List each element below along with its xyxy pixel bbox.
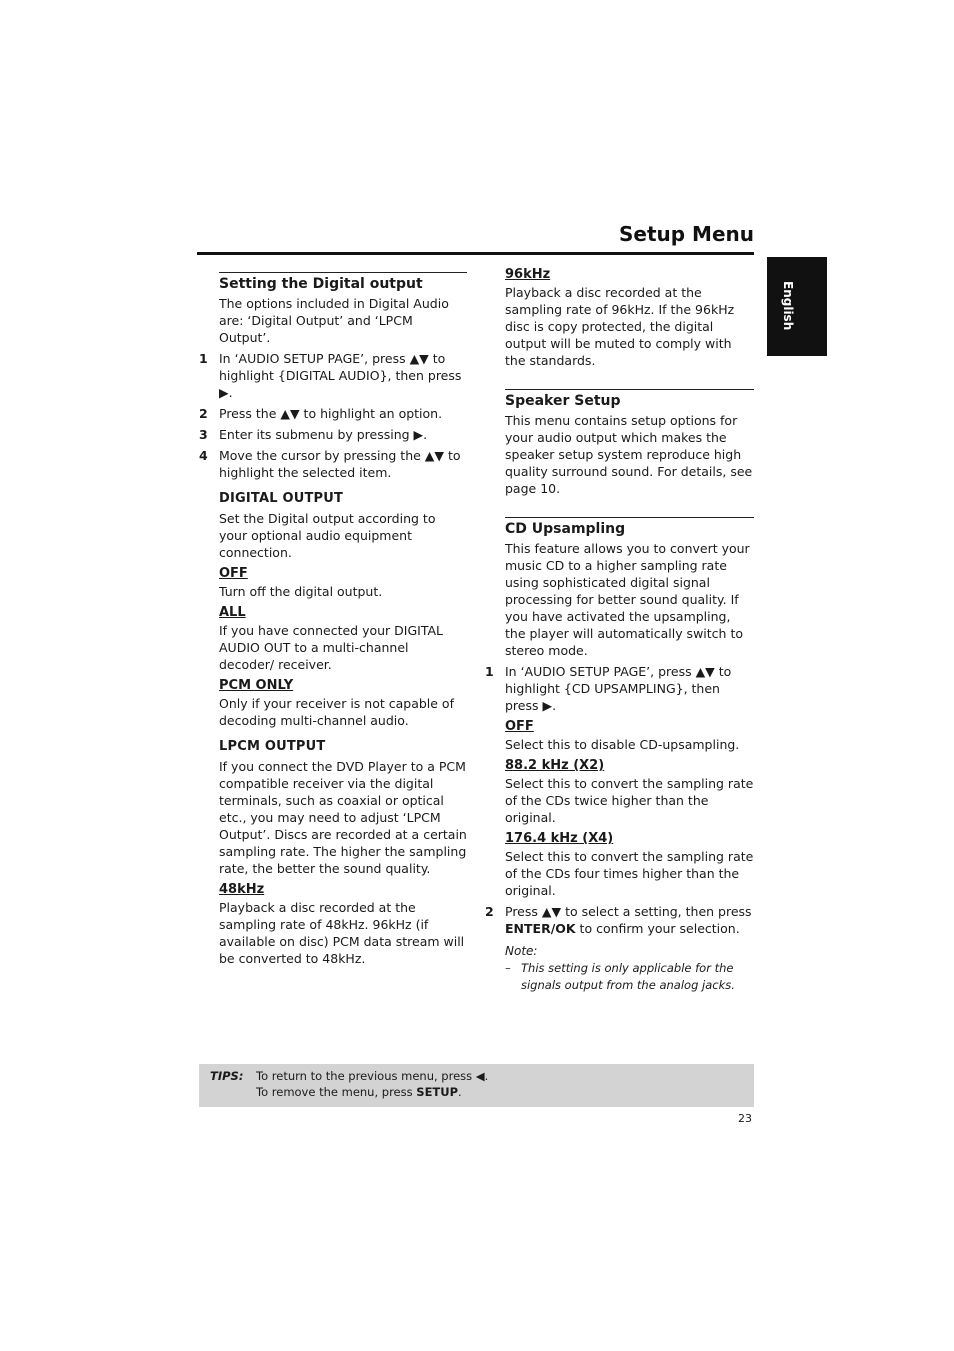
step-item bbox=[199, 350, 467, 401]
option-label-96khz: 96kHz bbox=[505, 267, 551, 282]
option-text: Select this to disable CD-upsampling. bbox=[505, 737, 740, 752]
tips-line-2-post: . bbox=[458, 1085, 462, 1099]
step-text: Move the cursor by pressing the ▲▼ to highlight the selected item. bbox=[219, 448, 461, 480]
option-text: Only if your receiver is not capable of decoding multi-channel audio. bbox=[219, 696, 454, 728]
setup-key: SETUP bbox=[416, 1085, 459, 1099]
tips-label: TIPS: bbox=[210, 1069, 244, 1083]
right-column bbox=[485, 264, 754, 994]
section-title-digital-output: Setting the Digital output bbox=[219, 272, 467, 293]
language-tab-label: English bbox=[781, 281, 795, 331]
step-item bbox=[199, 405, 467, 422]
page-title: Setup Menu bbox=[619, 222, 754, 246]
option-label-48khz: 48kHz bbox=[219, 882, 265, 897]
step-item bbox=[485, 663, 754, 714]
step-text: Press the ▲▼ to highlight an option. bbox=[219, 406, 443, 421]
left-column bbox=[199, 272, 467, 971]
step-number: 3 bbox=[199, 427, 208, 442]
section-title-speaker-setup: Speaker Setup bbox=[505, 389, 754, 410]
lpcm-output-heading: LPCM OUTPUT bbox=[219, 739, 326, 754]
note-dash: – bbox=[505, 961, 511, 975]
option-text: Playback a disc recorded at the sampling rate of 48kHz. 96kHz (if available on disc) PCM data stream will be converted to 48kHz. bbox=[219, 900, 465, 966]
tips-box bbox=[199, 1064, 754, 1107]
section-title-cd-upsampling: CD Upsampling bbox=[505, 517, 754, 538]
lpcm-output-desc: If you connect the DVD Player to a PCM compatible receiver via the digital terminals, such as coaxial or optical etc., you may need to adjust ‘LPCM Output’. Discs are recorded at a certain sampling rate. The higher the sampling rate, the better the sound quality. bbox=[219, 759, 467, 876]
option-label-off: OFF bbox=[219, 566, 248, 581]
step-item bbox=[199, 447, 467, 481]
step-text-pre: Press ▲▼ to select a setting, then press bbox=[505, 904, 752, 919]
step-number: 2 bbox=[485, 904, 494, 919]
option-label-pcm-only: PCM ONLY bbox=[219, 678, 294, 693]
speaker-setup-text: This menu contains setup options for your audio output which makes the speaker setup system reproduce high quality surround sound. For details, see page 10. bbox=[505, 413, 753, 496]
language-tab bbox=[767, 257, 827, 356]
option-label-off: OFF bbox=[505, 719, 534, 734]
title-rule bbox=[197, 252, 754, 255]
step-number: 1 bbox=[199, 351, 208, 366]
step-number: 2 bbox=[199, 406, 208, 421]
note-label: Note: bbox=[505, 944, 538, 958]
option-label-88khz: 88.2 kHz (X2) bbox=[505, 758, 605, 773]
option-label-176khz: 176.4 kHz (X4) bbox=[505, 831, 614, 846]
tips-line-2-pre: To remove the menu, press bbox=[256, 1085, 417, 1099]
tips-line-1: To return to the previous menu, press ◀. bbox=[256, 1069, 489, 1083]
option-text: Turn off the digital output. bbox=[219, 584, 383, 599]
step-item bbox=[485, 903, 754, 937]
note-body: This setting is only applicable for the signals output from the analog jacks. bbox=[521, 961, 735, 992]
enter-ok-key: ENTER/OK bbox=[505, 921, 576, 936]
step-item bbox=[199, 426, 467, 443]
option-text: Playback a disc recorded at the sampling rate of 96kHz. If the 96kHz disc is copy protected, the digital output will be muted to comply with the standards. bbox=[505, 285, 735, 368]
cd-upsampling-intro: This feature allows you to convert your music CD to a higher sampling rate using sophisticated digital signal processing for better sound quality. If you have activated the upsampling, the player will automatically switch to stereo mode. bbox=[505, 541, 750, 658]
option-label-all: ALL bbox=[219, 605, 246, 620]
step-text: In ‘AUDIO SETUP PAGE’, press ▲▼ to highlight {CD UPSAMPLING}, then press ▶. bbox=[505, 664, 732, 713]
digital-output-heading: DIGITAL OUTPUT bbox=[219, 491, 344, 506]
option-text: Select this to convert the sampling rate of the CDs four times higher than the original. bbox=[505, 849, 754, 898]
step-number: 1 bbox=[485, 664, 494, 679]
step-text-post: to confirm your selection. bbox=[575, 921, 740, 936]
intro-text: The options included in Digital Audio are: ‘Digital Output’ and ‘LPCM Output’. bbox=[219, 296, 449, 345]
step-number: 4 bbox=[199, 448, 208, 463]
page-number: 23 bbox=[738, 1112, 752, 1125]
step-text: In ‘AUDIO SETUP PAGE’, press ▲▼ to highlight {DIGITAL AUDIO}, then press ▶. bbox=[219, 351, 462, 400]
digital-output-desc: Set the Digital output according to your optional audio equipment connection. bbox=[219, 511, 436, 560]
option-text: If you have connected your DIGITAL AUDIO OUT to a multi-channel decoder/ receiver. bbox=[219, 623, 444, 672]
option-text: Select this to convert the sampling rate of the CDs twice higher than the original. bbox=[505, 776, 754, 825]
note-text bbox=[505, 960, 754, 994]
tips-line-2 bbox=[256, 1085, 462, 1099]
step-text: Enter its submenu by pressing ▶. bbox=[219, 427, 428, 442]
